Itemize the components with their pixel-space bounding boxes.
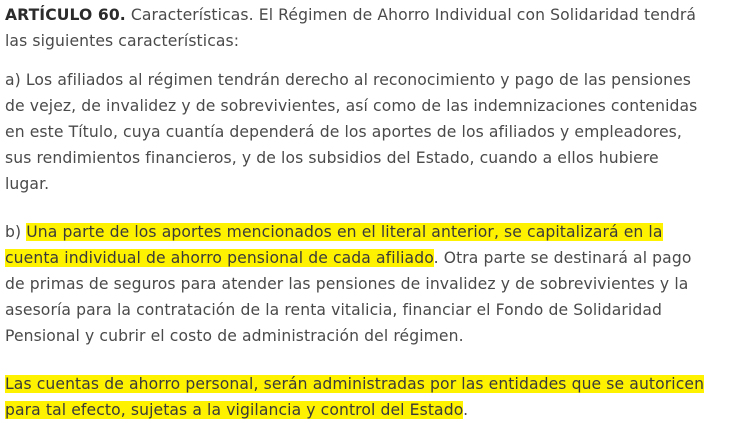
article-paragraph [5,2,737,54]
paragraph-b-text: . Otra parte se destinará al pago [433,249,692,267]
text-line [5,219,737,245]
paragraph-a [5,67,737,197]
article-intro-text: Características. El Régimen de Ahorro Individual con Solidaridad tendrá [125,6,697,24]
text-line: de vejez, de invalidez y de sobrevivientes, así como de las indemnizaciones contenidas [5,97,698,115]
paragraph-b-prefix: b) [5,223,27,241]
paragraph-b [5,219,737,349]
text-line: Pensional y cubrir el costo de administración del régimen. [5,327,464,345]
text-line: a) Los afiliados al régimen tendrán derecho al reconocimiento y pago de las pensiones [5,71,692,89]
text-line: asesoría para la contratación de la renta vitalicia, financiar el Fondo de Solidaridad [5,301,662,319]
text-line [5,245,737,271]
highlighted-text: Una parte de los aportes mencionados en el literal anterior, se capitalizará en la [26,223,663,241]
text-line [5,2,737,28]
highlighted-text: Las cuentas de ahorro personal, serán administradas por las entidades que se autoricen [5,375,705,393]
paragraph-c-text: . [463,401,469,419]
text-line [5,397,737,423]
paragraph-c [5,371,737,423]
highlighted-text: cuenta individual de ahorro pensional de cada afiliado [5,249,434,267]
highlighted-text: para tal efecto, sujetas a la vigilancia y control del Estado [5,401,464,419]
article-heading: ARTÍCULO 60. [5,6,126,24]
text-line: lugar. [5,175,50,193]
text-line: sus rendimientos financieros, y de los subsidios del Estado, cuando a ellos hubiere [5,149,659,167]
text-line: de primas de seguros para atender las pensiones de invalidez y de sobrevivientes y la [5,275,689,293]
text-line: las siguientes características: [5,32,240,50]
text-line [5,371,737,397]
text-line: en este Título, cuya cuantía dependerá de los aportes de los afiliados y empleadores, [5,123,682,141]
